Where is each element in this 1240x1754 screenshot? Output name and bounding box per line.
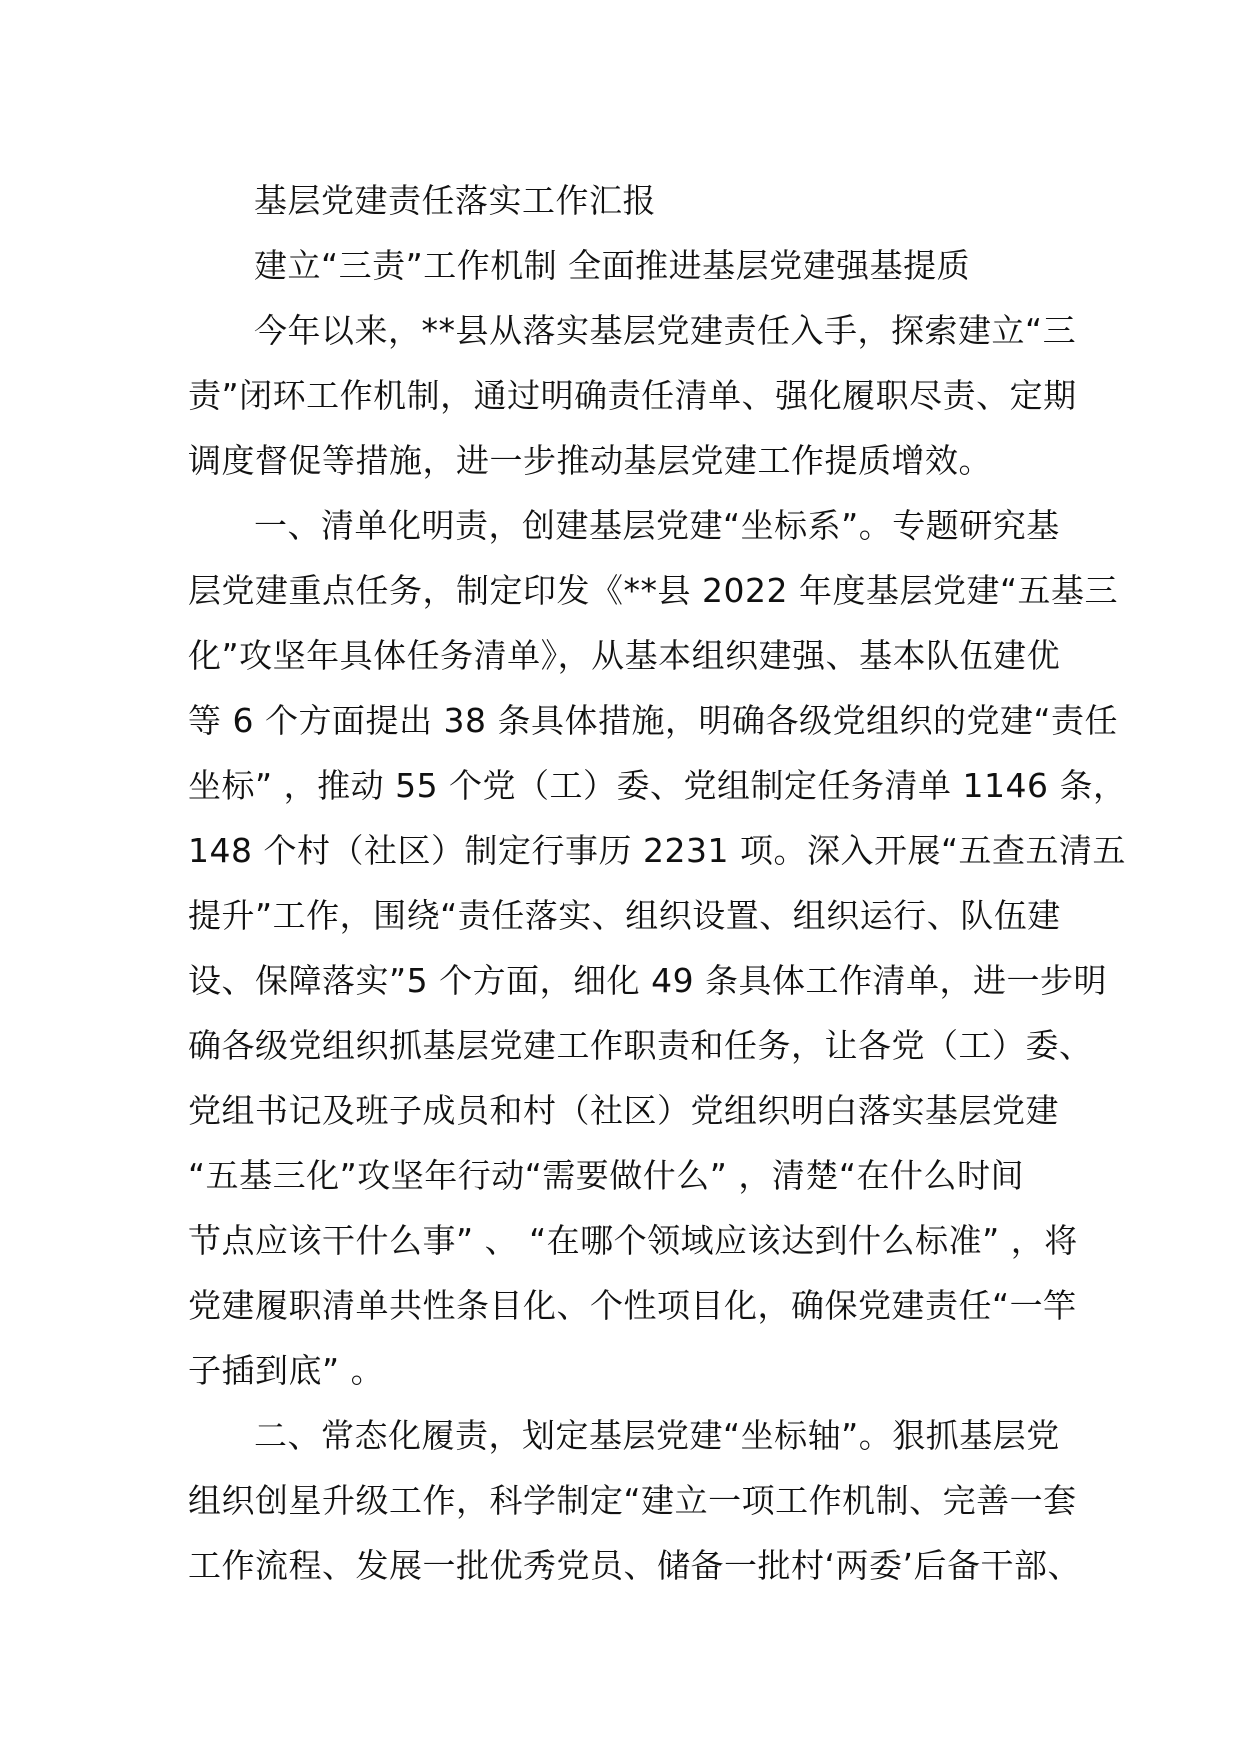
paragraph-line: “五基三化”攻坚年行动“需要做什么” ，清楚“在什么时间	[188, 1156, 1024, 1195]
paragraph-line: 层党建重点任务，制定印发《**县 2022 年度基层党建“五基三	[188, 571, 1119, 610]
paragraph-section-one	[188, 493, 1127, 1403]
paragraph-line: 组织创星升级工作，科学制定“建立一项工作机制、完善一套	[188, 1481, 1077, 1520]
paragraph-line: 一、清单化明责，创建基层党建“坐标系”。专题研究基	[254, 506, 1060, 545]
paragraph-line: 节点应该干什么事” 、 “在哪个领域应该达到什么标准” ，将	[188, 1221, 1078, 1260]
paragraph-line: 二、常态化履责，划定基层党建“坐标轴”。狠抓基层党	[254, 1416, 1060, 1455]
paragraph-line: 责”闭环工作机制，通过明确责任清单、强化履职尽责、定期	[188, 376, 1077, 415]
document-title: 基层党建责任落实工作汇报	[254, 181, 656, 220]
document-body	[188, 168, 1127, 1598]
paragraph-line: 提升”工作，围绕“责任落实、组织设置、组织运行、队伍建	[188, 896, 1061, 935]
paragraph-section-two	[188, 1403, 1081, 1598]
paragraph-line: 调度督促等措施，进一步推动基层党建工作提质增效。	[188, 441, 992, 480]
paragraph-line: 等 6 个方面提出 38 条具体措施，明确各级党组织的党建“责任	[188, 701, 1119, 740]
paragraph-line: 今年以来，**县从落实基层党建责任入手，探索建立“三	[254, 311, 1077, 350]
paragraph-line: 工作流程、发展一批优秀党员、储备一批村‘两委’后备干部、	[188, 1546, 1081, 1585]
paragraph-line: 148 个村（社区）制定行事历 2231 项。深入开展“五查五清五	[188, 831, 1127, 870]
paragraph-line: 确各级党组织抓基层党建工作职责和任务，让各党（工）委、	[188, 1026, 1093, 1065]
paragraph-line: 党组书记及班子成员和村（社区）党组织明白落实基层党建	[188, 1091, 1059, 1130]
paragraph-line: 设、保障落实”5 个方面，细化 49 条具体工作清单，进一步明	[188, 961, 1108, 1000]
paragraph-line: 坐标” ，推动 55 个党（工）委、党组制定任务清单 1146 条，	[188, 766, 1127, 805]
paragraph-line: 子插到底” 。	[188, 1351, 385, 1390]
paragraph-line: 党建履职清单共性条目化、个性项目化，确保党建责任“一竿	[188, 1286, 1077, 1325]
document-subtitle: 建立“三责”工作机制 全面推进基层党建强基提质	[254, 246, 971, 285]
paragraph-line: 化”攻坚年具体任务清单》，从基本组织建强、基本队伍建优	[188, 636, 1061, 675]
paragraph-intro	[188, 298, 1077, 493]
